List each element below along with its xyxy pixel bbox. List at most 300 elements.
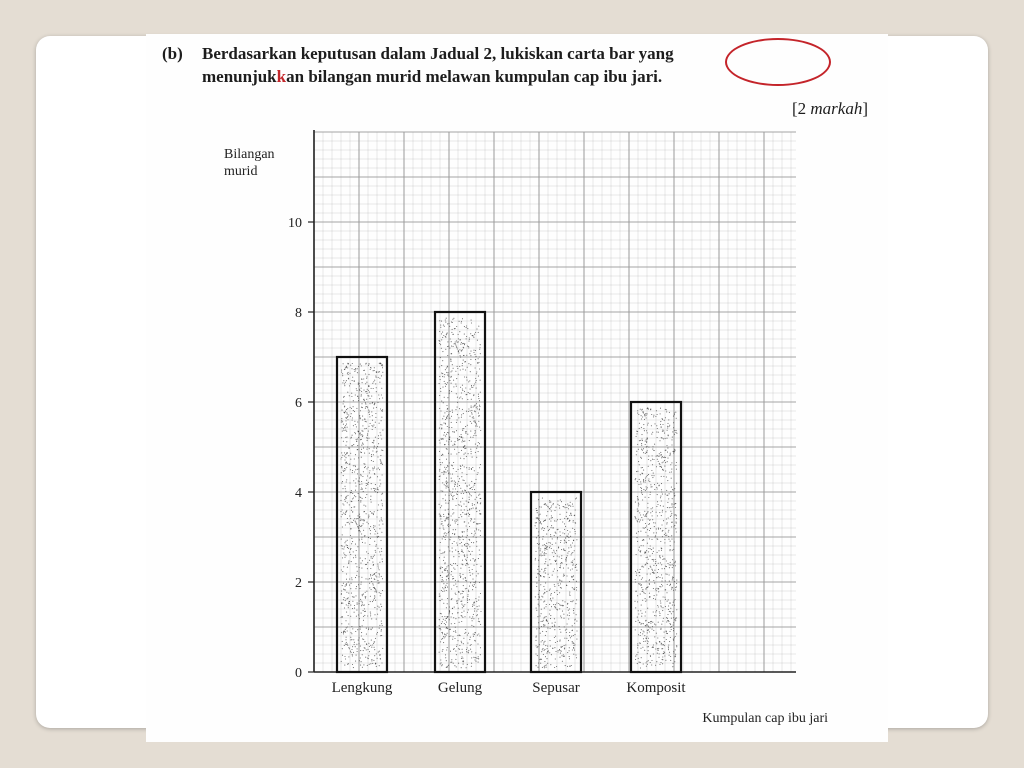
bar-shading-dot [478, 398, 479, 399]
bar-shading-dot [637, 471, 638, 472]
bar-shading-dot [346, 412, 347, 413]
bar-shading-dot [356, 441, 357, 442]
bar-shading-dot [475, 587, 476, 588]
bar-shading-dot [363, 610, 364, 611]
bar-shading-dot [370, 533, 371, 534]
bar-shading-dot [462, 512, 463, 513]
bar-shading-dot [369, 544, 370, 545]
bar-shading-dot [374, 587, 375, 588]
bar-shading-dot [440, 327, 441, 328]
bar-shading-dot [647, 664, 648, 665]
bar-shading-dot [372, 468, 373, 469]
bar-shading-dot [676, 531, 677, 532]
bar-shading-dot [643, 412, 644, 413]
bar-shading-dot [442, 587, 443, 588]
bar-shading-dot [459, 321, 460, 322]
bar-shading-dot [568, 551, 569, 552]
bar-shading-dot [446, 448, 447, 449]
bar-shading-dot [644, 635, 645, 636]
bar-shading-dot [642, 577, 643, 578]
bar-shading-dot [659, 556, 660, 557]
bar-shading-dot [568, 568, 569, 569]
bar-shading-dot [669, 472, 670, 473]
bar-shading-dot [663, 430, 664, 431]
bar-shading-dot [450, 525, 451, 526]
bar-shading-dot [463, 446, 464, 447]
bar-shading-dot [345, 468, 346, 469]
bar-shading-dot [445, 620, 446, 621]
bar-shading-dot [552, 623, 553, 624]
bar-shading-dot [379, 573, 380, 574]
bar-shading-dot [365, 542, 366, 543]
bar-shading-dot [467, 535, 468, 536]
bar-shading-dot [466, 649, 467, 650]
bar-shading-dot [455, 580, 456, 581]
bar-shading-dot [440, 628, 441, 629]
bar-shading-dot [478, 394, 479, 395]
bar-shading-dot [458, 617, 459, 618]
bar-shading-dot [540, 633, 541, 634]
bar-shading-dot [541, 528, 542, 529]
bar-shading-dot [473, 421, 474, 422]
bar-shading-dot [660, 496, 661, 497]
bar-shading-dot [537, 655, 538, 656]
bar-shading-dot [537, 667, 538, 668]
bar-shading-dot [362, 542, 363, 543]
bar-shading-dot [373, 442, 374, 443]
bar-shading-dot [654, 444, 655, 445]
bar-shading-dot [638, 613, 639, 614]
bar-shading-dot [367, 447, 368, 448]
bar-shading-dot [559, 514, 560, 515]
bar-shading-dot [672, 663, 673, 664]
bar-shading-dot [378, 567, 379, 568]
bar-shading-dot [378, 583, 379, 584]
bar-shading-dot [660, 562, 661, 563]
bar-shading-dot [466, 377, 467, 378]
bar-shading-dot [358, 457, 359, 458]
bar-shading-dot [673, 422, 674, 423]
bar-shading-dot [352, 445, 353, 446]
bar-shading-dot [676, 646, 677, 647]
bar-shading-dot [380, 455, 381, 456]
bar-shading-dot [341, 457, 342, 458]
bar-shading-dot [474, 521, 475, 522]
bar-shading-dot [635, 659, 636, 660]
bar-shading-dot [462, 437, 463, 438]
bar-shading-dot [464, 514, 465, 515]
bar-shading-dot [638, 620, 639, 621]
bar-shading-dot [480, 535, 481, 536]
bar-shading-dot [475, 350, 476, 351]
bar-shading-dot [573, 610, 574, 611]
bar-shading-dot [359, 530, 360, 531]
bar-shading-dot [640, 555, 641, 556]
bar-shading-dot [444, 590, 445, 591]
bar-shading-dot [439, 331, 440, 332]
bar-shading-dot [646, 439, 647, 440]
bar-shading-dot [460, 344, 461, 345]
bar-shading-dot [348, 603, 349, 604]
bar-shading-dot [466, 380, 467, 381]
bar-shading-dot [351, 490, 352, 491]
bar-shading-dot [544, 570, 545, 571]
bar-shading-dot [670, 627, 671, 628]
bar-shading-dot [674, 451, 675, 452]
bar-shading-dot [478, 376, 479, 377]
bar-shading-dot [640, 440, 641, 441]
bar-shading-dot [460, 514, 461, 515]
bar-shading-dot [378, 536, 379, 537]
bar-shading-dot [549, 652, 550, 653]
bar-shading-dot [568, 640, 569, 641]
bar-shading-dot [377, 489, 378, 490]
bar-shading-dot [660, 408, 661, 409]
bar-shading-dot [476, 448, 477, 449]
bar-shading-dot [451, 565, 452, 566]
bar-shading-dot [659, 611, 660, 612]
bar-shading-dot [452, 578, 453, 579]
bar-shading-dot [371, 456, 372, 457]
bar-shading-dot [674, 449, 675, 450]
bar-shading-dot [362, 595, 363, 596]
bar-shading-dot [456, 340, 457, 341]
bar-shading-dot [656, 615, 657, 616]
bar-shading-dot [372, 644, 373, 645]
bar-shading-dot [350, 605, 351, 606]
bar-shading-dot [341, 539, 342, 540]
bar-shading-dot [676, 469, 677, 470]
bar-shading-dot [642, 647, 643, 648]
bar-shading-dot [466, 394, 467, 395]
bar-shading-dot [466, 336, 467, 337]
bar-shading-dot [445, 654, 446, 655]
bar-shading-dot [572, 601, 573, 602]
bar-shading-dot [441, 581, 442, 582]
bar-shading-dot [549, 508, 550, 509]
bar-shading-dot [358, 437, 359, 438]
bar-shading-dot [362, 443, 363, 444]
bar-shading-dot [459, 485, 460, 486]
bar-shading-dot [454, 638, 455, 639]
bar-shading-dot [366, 551, 367, 552]
bar-shading-dot [452, 319, 453, 320]
bar-shading-dot [376, 391, 377, 392]
bar-shading-dot [441, 553, 442, 554]
bar-shading-dot [381, 606, 382, 607]
bar-shading-dot [376, 387, 377, 388]
bar-shading-dot [376, 653, 377, 654]
bar-shading-dot [441, 639, 442, 640]
bar-shading-dot [362, 625, 363, 626]
bar-shading-dot [546, 515, 547, 516]
bar-shading-dot [643, 479, 644, 480]
bar-shading-dot [535, 525, 536, 526]
bar-shading-dot [342, 548, 343, 549]
bar-shading-dot [552, 517, 553, 518]
bar-shading-dot [559, 641, 560, 642]
bar-shading-dot [350, 616, 351, 617]
bar-shading-dot [447, 415, 448, 416]
bar-shading-dot [378, 394, 379, 395]
bar-shading-dot [656, 528, 657, 529]
bar-shading-dot [477, 340, 478, 341]
bar-shading-dot [369, 664, 370, 665]
bar-shading-dot [473, 350, 474, 351]
bar-shading-dot [374, 649, 375, 650]
bar-shading-dot [445, 585, 446, 586]
bar-shading-dot [539, 596, 540, 597]
bar-shading-dot [545, 582, 546, 583]
bar-shading-dot [548, 530, 549, 531]
bar-shading-dot [646, 661, 647, 662]
bar-shading-dot [540, 599, 541, 600]
bar-shading-dot [370, 496, 371, 497]
bar-shading-dot [662, 419, 663, 420]
bar-shading-dot [357, 518, 358, 519]
bar-shading-dot [541, 523, 542, 524]
bar-shading-dot [468, 544, 469, 545]
bar-shading-dot [368, 553, 369, 554]
bar-shading-dot [373, 565, 374, 566]
bar-shading-dot [560, 583, 561, 584]
bar-shading-dot [352, 377, 353, 378]
bar-shading-dot [443, 435, 444, 436]
bar-shading-dot [542, 631, 543, 632]
bar-shading-dot [648, 568, 649, 569]
bar-shading-dot [448, 503, 449, 504]
bar-shading-dot [469, 416, 470, 417]
bar-shading-dot [443, 603, 444, 604]
bar-shading-dot [572, 641, 573, 642]
bar-shading-dot [561, 549, 562, 550]
bar-shading-dot [647, 437, 648, 438]
bar-shading-dot [341, 623, 342, 624]
bar-shading-dot [379, 562, 380, 563]
bar-shading-dot [445, 510, 446, 511]
bar-shading-dot [352, 664, 353, 665]
bar-shading-dot [470, 371, 471, 372]
bar-shading-dot [343, 424, 344, 425]
bar-shading-dot [635, 517, 636, 518]
bar-shading-dot [667, 601, 668, 602]
bar-shading-dot [669, 623, 670, 624]
bar-shading-dot [447, 355, 448, 356]
bar-shading-dot [475, 452, 476, 453]
bar-shading-dot [674, 581, 675, 582]
bar-shading-dot [643, 630, 644, 631]
bar-shading-dot [550, 664, 551, 665]
bar-shading-dot [575, 654, 576, 655]
bar-shading-dot [465, 629, 466, 630]
bar-shading-dot [452, 639, 453, 640]
bar-shading-dot [472, 585, 473, 586]
bar-shading-dot [445, 336, 446, 337]
bar-shading-dot [350, 637, 351, 638]
bar-shading-dot [466, 667, 467, 668]
bar-shading-dot [446, 628, 447, 629]
bar-shading-dot [471, 453, 472, 454]
bar-shading-dot [345, 639, 346, 640]
bar-shading-dot [675, 561, 676, 562]
bar-shading-dot [539, 555, 540, 556]
bar-shading-dot [468, 381, 469, 382]
bar-shading-dot [356, 408, 357, 409]
bar-shading-dot [480, 344, 481, 345]
bar-shading-dot [372, 426, 373, 427]
bar-shading-dot [459, 366, 460, 367]
bar-shading-dot [457, 342, 458, 343]
bar-shading-dot [663, 520, 664, 521]
bar-shading-dot [368, 523, 369, 524]
bar-shading-dot [639, 622, 640, 623]
bar-shading-dot [442, 462, 443, 463]
bar-shading-dot [647, 529, 648, 530]
bar-shading-dot [378, 504, 379, 505]
bar-shading-dot [366, 428, 367, 429]
bar-shading-dot [439, 625, 440, 626]
bar-shading-dot [380, 610, 381, 611]
bar-shading-dot [350, 639, 351, 640]
bar-shading-dot [439, 596, 440, 597]
bar-shading-dot [446, 517, 447, 518]
bar-shading-dot [472, 489, 473, 490]
bar-shading-dot [345, 430, 346, 431]
bar-shading-dot [660, 541, 661, 542]
bar-shading-dot [460, 357, 461, 358]
bar-shading-dot [658, 569, 659, 570]
bar-shading-dot [372, 575, 373, 576]
bar-shading-dot [641, 458, 642, 459]
bar-shading-dot [653, 565, 654, 566]
bar-shading-dot [553, 556, 554, 557]
bar-shading-dot [447, 575, 448, 576]
bar-shading-dot [355, 661, 356, 662]
bar-shading-dot [381, 551, 382, 552]
bar-shading-dot [664, 457, 665, 458]
bar-shading-dot [352, 596, 353, 597]
bar-shading-dot [458, 517, 459, 518]
bar-shading-dot [558, 547, 559, 548]
bar-shading-dot [559, 556, 560, 557]
bar-shading-dot [379, 371, 380, 372]
bar-shading-dot [474, 534, 475, 535]
bar-shading-dot [541, 569, 542, 570]
bar-shading-dot [357, 546, 358, 547]
bar-shading-dot [656, 431, 657, 432]
bar-shading-dot [440, 659, 441, 660]
bar-shading-dot [659, 555, 660, 556]
bar-shading-dot [370, 477, 371, 478]
bar-shading-dot [366, 628, 367, 629]
bar-shading-dot [664, 568, 665, 569]
bar-shading-dot [357, 449, 358, 450]
bar-shading-dot [645, 490, 646, 491]
bar-shading-dot [671, 626, 672, 627]
bar-shading-dot [668, 620, 669, 621]
bar-shading-dot [354, 495, 355, 496]
bar-shading-dot [353, 425, 354, 426]
bar-shading-dot [462, 560, 463, 561]
bar-shading-dot [654, 537, 655, 538]
bar-shading-dot [640, 624, 641, 625]
bar-shading-dot [652, 477, 653, 478]
bar-shading-dot [574, 588, 575, 589]
bar-shading-dot [460, 396, 461, 397]
x-tick-label: Gelung [437, 680, 483, 696]
bar-shading-dot [456, 493, 457, 494]
bar-shading-dot [351, 649, 352, 650]
bar-shading-dot [566, 507, 567, 508]
bar-shading-dot [440, 464, 441, 465]
bar-shading-dot [667, 584, 668, 585]
bar-shading-dot [377, 614, 378, 615]
bar-shading-dot [447, 382, 448, 383]
bar-shading-dot [370, 511, 371, 512]
bar-shading-dot [461, 342, 462, 343]
bar-shading-dot [351, 583, 352, 584]
bar-shading-dot [652, 446, 653, 447]
bar-shading-dot [340, 511, 341, 512]
bar-shading-dot [563, 506, 564, 507]
bar-shading-dot [656, 532, 657, 533]
bar-shading-dot [560, 519, 561, 520]
bar-shading-dot [475, 367, 476, 368]
bar-shading-dot [353, 557, 354, 558]
bar-shading-dot [382, 648, 383, 649]
bar-shading-dot [447, 485, 448, 486]
bar-shading-dot [661, 550, 662, 551]
bar-shading-dot [638, 519, 639, 520]
bar-shading-dot [670, 454, 671, 455]
bar-shading-dot [675, 587, 676, 588]
bar-shading-dot [450, 537, 451, 538]
bar-shading-dot [672, 431, 673, 432]
bar-shading-dot [347, 644, 348, 645]
bar-shading-dot [649, 631, 650, 632]
bar-shading-dot [445, 436, 446, 437]
bar-shading-dot [551, 511, 552, 512]
bar-shading-dot [359, 514, 360, 515]
bar-shading-dot [369, 392, 370, 393]
bar-shading-dot [456, 326, 457, 327]
bar-shading-dot [473, 634, 474, 635]
bar-shading-dot [638, 484, 639, 485]
bar-shading-dot [462, 593, 463, 594]
bar-shading-dot [443, 583, 444, 584]
bar-shading-dot [568, 618, 569, 619]
bar-shading-dot [354, 369, 355, 370]
bar-shading-dot [455, 328, 456, 329]
bar-shading-dot [657, 539, 658, 540]
bar-shading-dot [647, 543, 648, 544]
bar-shading-dot [373, 425, 374, 426]
bar-shading-dot [567, 623, 568, 624]
bar-shading-dot [447, 341, 448, 342]
bar-shading-dot [373, 469, 374, 470]
bar-shading-dot [473, 558, 474, 559]
bar-shading-dot [540, 553, 541, 554]
bar-shading-dot [650, 484, 651, 485]
bar-shading-dot [650, 494, 651, 495]
bar-shading-dot [558, 583, 559, 584]
bar-shading-dot [376, 451, 377, 452]
bar-shading-dot [368, 629, 369, 630]
bar-shading-dot [377, 606, 378, 607]
bar-shading-dot [575, 619, 576, 620]
bar-shading-dot [439, 366, 440, 367]
bar-shading-dot [479, 554, 480, 555]
